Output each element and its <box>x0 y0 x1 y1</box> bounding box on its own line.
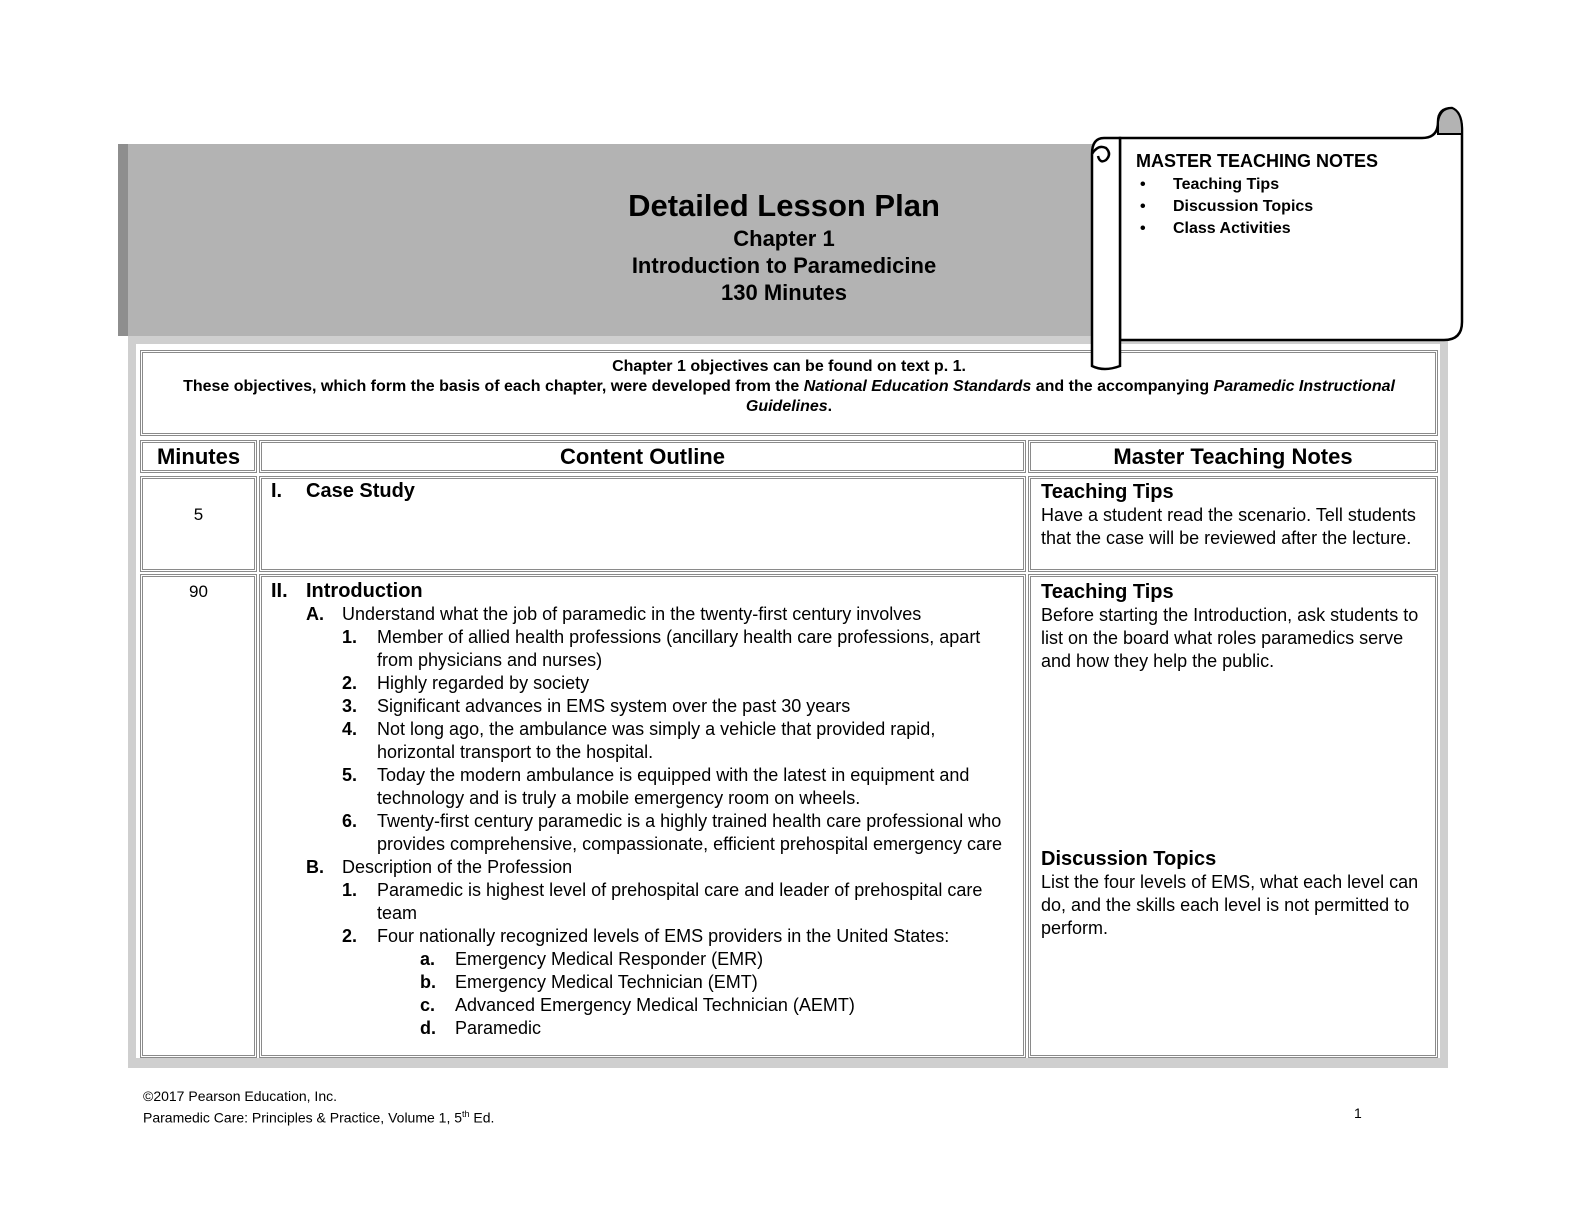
footer <box>143 1087 494 1127</box>
header-content-outline: Content Outline <box>259 440 1026 473</box>
book-title-end: Ed. <box>469 1109 495 1126</box>
item-label: 2. <box>342 926 358 946</box>
item-text: Member of allied health professions (ancillary health care professions, apart from physicians and nurses) <box>377 627 981 670</box>
objectives-text: These objectives, which form the basis of each chapter, were developed from the <box>183 378 804 395</box>
section-title: Case Study <box>306 480 415 502</box>
header-minutes: Minutes <box>140 440 257 473</box>
outline-section-case-study <box>262 480 1023 503</box>
minutes-value: 5 <box>193 505 204 524</box>
chapter-title: Introduction to Paramedicine <box>631 253 937 278</box>
outline-numbered-item <box>262 879 1007 925</box>
item-label: 6. <box>342 811 358 831</box>
minutes-value: 90 <box>189 582 208 601</box>
item-label: a. <box>420 949 436 969</box>
scroll-callout <box>1136 150 1456 240</box>
item-text: Paramedic is highest level of prehospital care and leader of prehospital care team <box>377 880 983 923</box>
outline-lettered-item <box>262 971 1015 994</box>
footer-copyright: ©2017 Pearson Education, Inc. <box>143 1088 337 1104</box>
item-text: Advanced Emergency Medical Technician (AEMT) <box>455 995 855 1015</box>
section-label: I. <box>271 480 283 502</box>
note-heading-teaching-tips: Teaching Tips <box>1041 481 1174 503</box>
outline-numbered-item <box>262 695 1007 718</box>
item-text: Not long ago, the ambulance was simply a vehicle that provided rapid, horizontal transport to the hospital. <box>377 719 936 762</box>
outline-numbered-item <box>262 810 1007 856</box>
item-text: Twenty-first century paramedic is a highly trained health care professional who provides comprehensive, compassionate, efficient prehospital emergency care <box>377 811 1002 854</box>
book-title-text: Paramedic Care: Principles & Practice, Volume 1, 5 <box>143 1109 463 1126</box>
row2-minutes <box>140 574 257 1058</box>
outline-numbered-item <box>262 626 1007 672</box>
footer-book-title <box>143 1105 494 1127</box>
outline-section-introduction <box>262 580 1023 603</box>
outline-numbered-item <box>262 764 1007 810</box>
chapter-number: Chapter 1 <box>733 226 835 251</box>
outline-lettered-item <box>262 1017 1015 1040</box>
callout-item-discussion-topics: • Discussion Topics <box>1136 196 1456 218</box>
scroll-callout-shape <box>1082 104 1468 376</box>
note-text: Before starting the Introduction, ask students to list on the board what roles paramedics serve and how they help the public. <box>1041 605 1419 671</box>
objectives-line-1: Chapter 1 objectives can be found on text p. 1. <box>612 358 966 375</box>
callout-list <box>1136 174 1456 240</box>
item-text: Description of the Profession <box>342 857 573 877</box>
outline-lettered-item <box>262 948 1015 971</box>
page-number: 1 <box>1354 1105 1362 1121</box>
item-label: b. <box>420 972 436 992</box>
callout-title: MASTER TEACHING NOTES <box>1136 151 1379 171</box>
item-label: 4. <box>342 719 358 739</box>
item-label: c. <box>420 995 436 1015</box>
objectives-guidelines: Paramedic Instructional Guidelines <box>745 378 1395 415</box>
outline-numbered-item <box>262 672 1007 695</box>
objectives-text-end: . <box>827 398 833 415</box>
note-heading-discussion-topics: Discussion Topics <box>1041 848 1217 870</box>
outline-a-subitems <box>262 626 1023 856</box>
row1-notes <box>1028 476 1438 572</box>
row1-content <box>259 476 1026 572</box>
item-text: Significant advances in EMS system over the past 30 years <box>377 696 851 716</box>
outline-numbered-item <box>262 925 1007 948</box>
section-title: Introduction <box>306 580 423 602</box>
item-label: d. <box>420 1018 436 1038</box>
objectives-standards: National Education Standards <box>803 378 1032 395</box>
item-label: B. <box>306 857 324 877</box>
callout-item-class-activities: • Class Activities <box>1136 218 1456 240</box>
lesson-duration: 130 Minutes <box>721 280 847 305</box>
edition-superscript: th <box>462 1109 470 1119</box>
header-band-edge <box>118 144 128 336</box>
page-title: Detailed Lesson Plan <box>628 188 940 223</box>
callout-item-teaching-tips: • Teaching Tips <box>1136 174 1456 196</box>
row2-content <box>259 574 1026 1058</box>
objectives-line-2 <box>143 377 1435 417</box>
item-text: Highly regarded by society <box>377 673 590 693</box>
note-heading-teaching-tips: Teaching Tips <box>1041 581 1174 603</box>
header-teaching-notes: Master Teaching Notes <box>1028 440 1438 473</box>
item-label: 5. <box>342 765 358 785</box>
outline-item-b <box>262 856 1023 879</box>
item-text: Emergency Medical Technician (EMT) <box>455 972 758 992</box>
item-text: Understand what the job of paramedic in the twenty-first century involves <box>342 604 922 624</box>
item-text: Today the modern ambulance is equipped with the latest in equipment and technology and is truly a mobile emergency room on wheels. <box>377 765 970 808</box>
item-text: Four nationally recognized levels of EMS providers in the United States: <box>377 926 950 946</box>
item-text: Emergency Medical Responder (EMR) <box>455 949 764 969</box>
row2-notes <box>1028 574 1438 1058</box>
item-text: Paramedic <box>455 1018 542 1038</box>
item-label: 1. <box>342 880 358 900</box>
outline-b-subitems <box>262 879 1023 1040</box>
item-label: 1. <box>342 627 358 647</box>
row1-minutes <box>140 476 257 572</box>
item-label: 3. <box>342 696 358 716</box>
outline-numbered-item <box>262 718 1007 764</box>
note-text: Have a student read the scenario. Tell students that the case will be reviewed after the lecture. <box>1041 505 1416 548</box>
outline-lettered-item <box>262 994 1015 1017</box>
item-label: 2. <box>342 673 358 693</box>
objectives-text-mid: and the accompanying <box>1031 378 1214 395</box>
item-label: A. <box>306 604 324 624</box>
outline-item-a <box>262 603 1023 626</box>
note-text-discussion: List the four levels of EMS, what each level can do, and the skills each level is not permitted to perform. <box>1041 872 1419 938</box>
section-label: II. <box>271 580 288 602</box>
